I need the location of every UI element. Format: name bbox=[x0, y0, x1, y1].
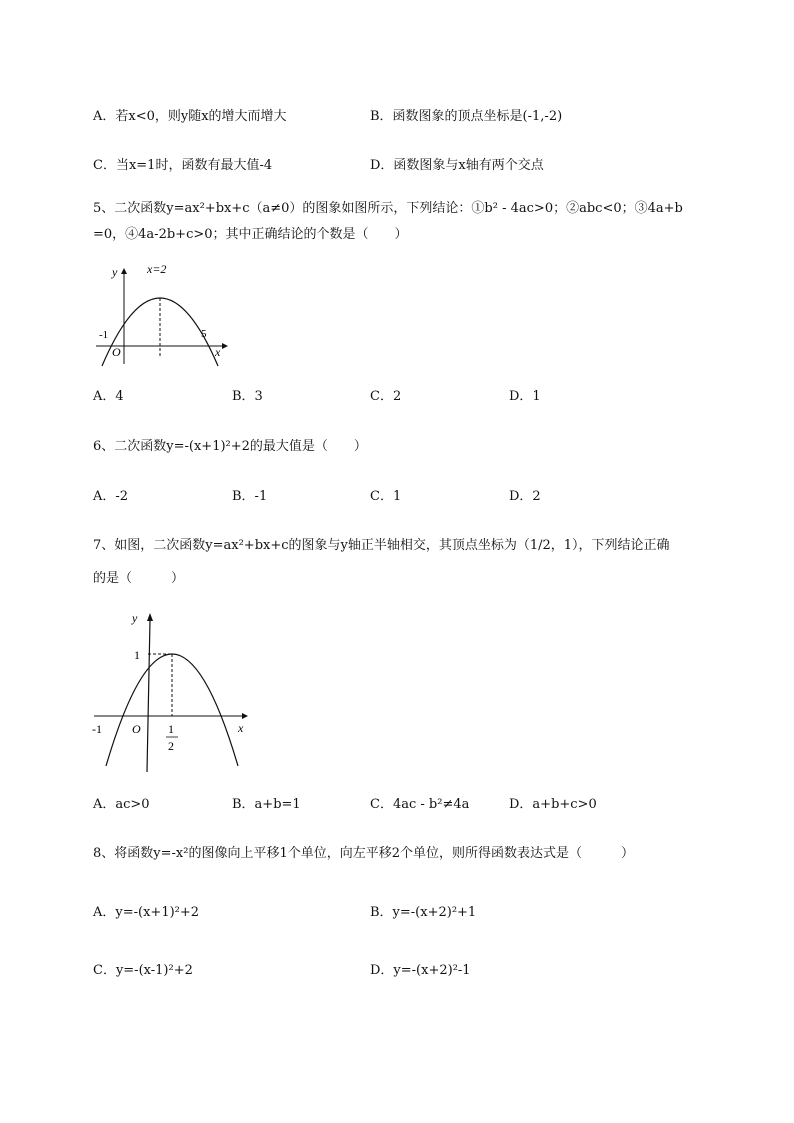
q7-y-axis bbox=[147, 620, 150, 772]
q7-parabola-figure bbox=[88, 606, 258, 776]
q5-stem-line1: 5、二次函数y=ax²+bx+c（a≠0）的图象如图所示，下列结论：①b² - 4ac>0；②abc<0；③4a+b bbox=[93, 201, 683, 216]
q8-option-b: B．y=-(x+2)²+1 bbox=[370, 905, 477, 920]
q7-y-label: y bbox=[132, 611, 138, 625]
q7-option-b: B．a+b=1 bbox=[232, 797, 301, 812]
q7-half-numerator: 1 bbox=[168, 722, 174, 736]
q5-right-root-label: 5 bbox=[201, 328, 207, 340]
q7-y-tick-label: 1 bbox=[134, 648, 140, 662]
q7-stem-line1: 7、如图，二次函数y=ax²+bx+c的图象与y轴正半轴相交，其顶点坐标为（1/2，1），下列结论正确 bbox=[93, 538, 670, 553]
q6-option-d: D．2 bbox=[509, 489, 541, 504]
q7-y-axis-arrow bbox=[147, 613, 153, 621]
q4-option-c: C．当x=1时，函数有最大值-4 bbox=[93, 158, 273, 173]
q8-stem: 8、将函数y=-x²的图像向上平移1个单位，向左平移2个单位，则所得函数表达式是（ ） bbox=[93, 846, 634, 861]
q5-left-root-label: -1 bbox=[99, 329, 109, 341]
q5-x-axis-arrow bbox=[222, 343, 228, 349]
q8-option-c: C．y=-(x-1)²+2 bbox=[93, 963, 193, 978]
q5-stem-line2: =0，④4a-2b+c>0；其中正确结论的个数是（ ） bbox=[93, 227, 408, 242]
q4-option-b: B．函数图象的顶点坐标是(-1,-2) bbox=[370, 109, 563, 124]
q6-option-a: A．-2 bbox=[93, 489, 129, 504]
q6-option-c: C．1 bbox=[370, 489, 402, 504]
q7-x-label: x bbox=[238, 721, 244, 735]
q5-origin-label: O bbox=[112, 345, 121, 359]
q7-option-a: A．ac>0 bbox=[93, 797, 150, 812]
q7-x-axis-arrow bbox=[242, 713, 248, 719]
q5-x-label: x bbox=[215, 345, 221, 359]
q8-option-a: A．y=-(x+1)²+2 bbox=[93, 905, 200, 920]
q7-left-root-label: -1 bbox=[92, 722, 102, 736]
q5-vline-label: x=2 bbox=[147, 262, 167, 276]
q5-parabola-figure bbox=[90, 258, 240, 370]
q5-option-c: C．2 bbox=[370, 389, 402, 404]
q4-option-a: A．若x<0，则y随x的增大而增大 bbox=[93, 109, 287, 124]
q7-option-d: D．a+b+c>0 bbox=[509, 797, 597, 812]
q6-option-b: B．-1 bbox=[232, 489, 268, 504]
q7-stem-line2: 的是（ ） bbox=[93, 571, 185, 586]
q7-origin-label: O bbox=[132, 722, 141, 736]
q5-y-axis-arrow bbox=[121, 268, 127, 274]
q5-y-label: y bbox=[112, 265, 118, 279]
q7-half-denominator: 2 bbox=[168, 739, 174, 753]
q8-option-d: D．y=-(x+2)²-1 bbox=[370, 963, 471, 978]
q4-option-d: D．函数图象与x轴有两个交点 bbox=[370, 158, 544, 173]
q5-option-d: D．1 bbox=[509, 389, 541, 404]
q7-option-c: C．4ac - b²≠4a bbox=[370, 797, 470, 812]
q6-stem: 6、二次函数y=-(x+1)²+2的最大值是（ ） bbox=[93, 439, 367, 454]
q5-option-b: B．3 bbox=[232, 389, 263, 404]
q5-option-a: A．4 bbox=[93, 389, 124, 404]
